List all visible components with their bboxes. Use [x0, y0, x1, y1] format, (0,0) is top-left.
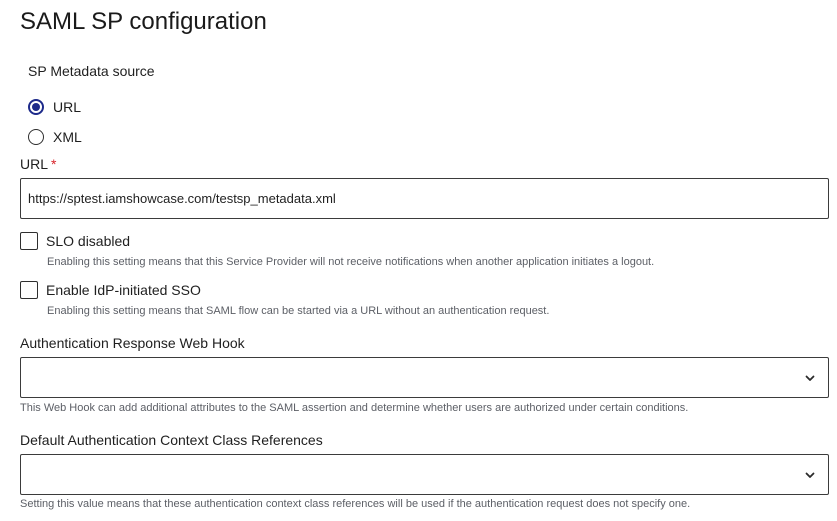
- url-radio-label[interactable]: URL: [53, 99, 82, 115]
- required-marker: *: [51, 156, 57, 172]
- radio-option-xml[interactable]: [28, 127, 82, 147]
- slo-disabled-label[interactable]: SLO disabled: [46, 233, 131, 249]
- auth-context-select[interactable]: [20, 454, 829, 495]
- idp-sso-hint: Enabling this setting means that SAML flow can be started via a URL without an authentication request.: [47, 305, 550, 317]
- webhook-label: Authentication Response Web Hook: [20, 335, 245, 351]
- slo-disabled-checkbox[interactable]: [20, 232, 38, 250]
- webhook-hint: This Web Hook can add additional attributes to the SAML assertion and determine whether users are authorized under certain conditions.: [20, 402, 689, 414]
- url-field-label: [20, 156, 56, 172]
- chevron-down-icon[interactable]: [804, 469, 816, 481]
- page-title: SAML SP configuration: [20, 8, 267, 35]
- webhook-select[interactable]: [20, 357, 829, 398]
- radio-option-url[interactable]: [28, 97, 81, 117]
- idp-sso-label[interactable]: Enable IdP-initiated SSO: [46, 282, 201, 298]
- slo-disabled-hint: Enabling this setting means that this Service Provider will not receive notifications when another application initiates a logout.: [47, 256, 655, 268]
- url-radio-button[interactable]: [28, 99, 44, 115]
- xml-radio-button[interactable]: [28, 129, 44, 145]
- auth-context-hint: Setting this value means that these authentication context class references will be used if the authentication request does not specify one.: [20, 498, 691, 510]
- url-input[interactable]: [20, 178, 829, 219]
- idp-sso-option[interactable]: [20, 280, 201, 300]
- slo-disabled-option[interactable]: [20, 231, 130, 251]
- url-label-text: URL: [20, 156, 49, 172]
- metadata-source-label: SP Metadata source: [28, 63, 155, 79]
- idp-sso-checkbox[interactable]: [20, 281, 38, 299]
- xml-radio-label[interactable]: XML: [53, 129, 82, 145]
- chevron-down-icon[interactable]: [804, 372, 816, 384]
- auth-context-label: Default Authentication Context Class References: [20, 432, 323, 448]
